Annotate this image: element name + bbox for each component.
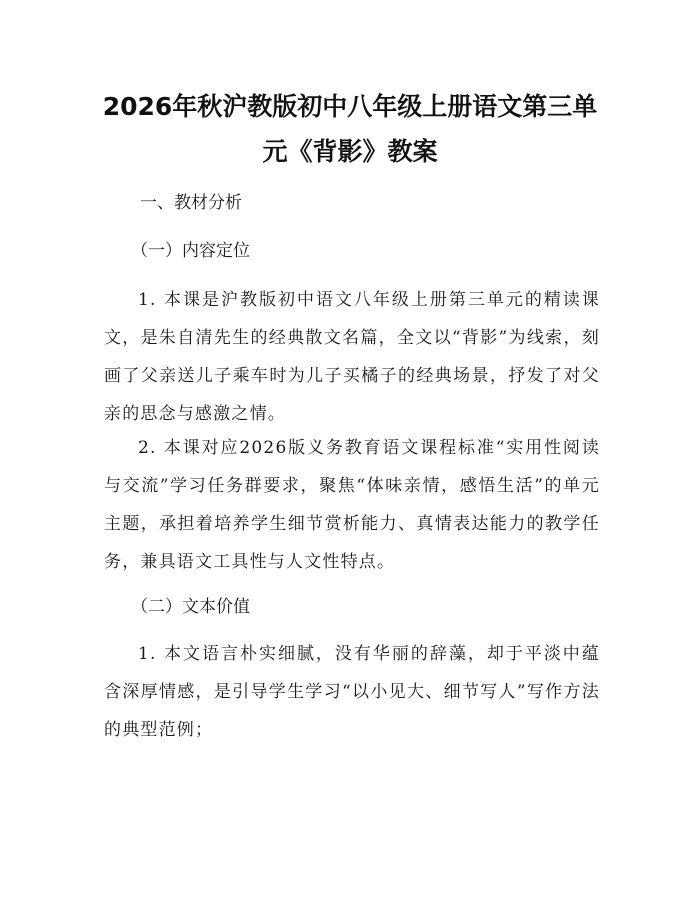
subsection-heading-content-positioning: （一）内容定位 bbox=[131, 241, 250, 261]
subsection-heading-text-value: （二）文本价值 bbox=[131, 597, 250, 617]
paragraph-content-positioning-1: 1. 本课是沪教版初中语文八年级上册第三单元的精读课文，是朱自清先生的经典散文名篇，全文以“背影”为线索，刻画了父亲送儿子乘车时为儿子买橘子的经典场景，抒发了对父亲的思念与感激之情。 bbox=[104, 290, 600, 424]
paragraph-text-value-1: 1. 本文语言朴实细腻，没有华丽的辞藻，却于平淡中蕴含深厚情感，是引导学生学习“以小见大、细节写人”写作方法的典型范例； bbox=[104, 644, 600, 740]
document-title-line-1: 2026年秋沪教版初中八年级上册语文第三单 bbox=[102, 92, 598, 121]
document-title-line-2: 元《背影》教案 bbox=[262, 137, 438, 166]
paragraph-content-positioning-2: 2. 本课对应2026版义务教育语文课程标准“实用性阅读与交流”学习任务群要求，聚焦“体味亲情，感悟生活”的单元主题，承担着培养学生细节赏析能力、真情表达能力的教学任务，兼具语文工具性与人文性特点。 bbox=[104, 438, 600, 572]
section-heading-teaching-material-analysis: 一、教材分析 bbox=[140, 193, 242, 213]
